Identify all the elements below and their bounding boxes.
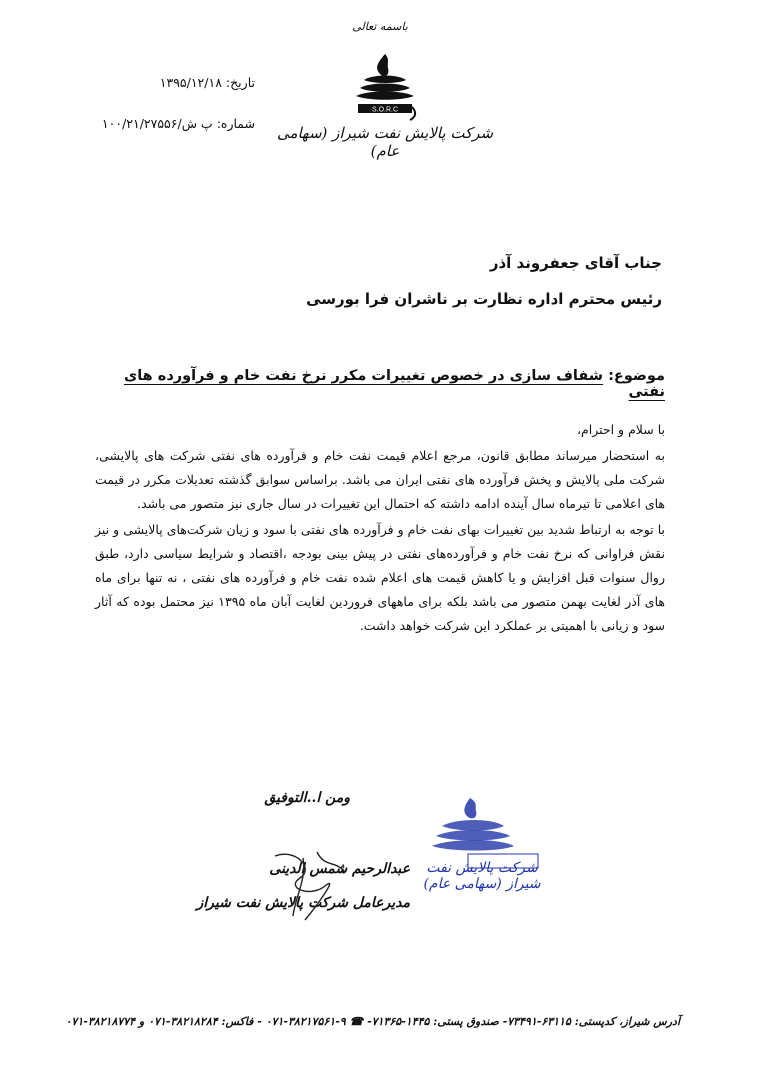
date-value: ۱۳۹۵/۱۲/۱۸ bbox=[159, 75, 222, 90]
letter-body bbox=[95, 418, 665, 640]
recipient-title: رئیس محترم اداره نظارت بر ناشران فرا بورسی bbox=[306, 290, 662, 308]
greeting: با سلام و احترام، bbox=[576, 422, 665, 437]
body-paragraph-2: با توجه به ارتباط شدید بین تغییرات بهای نفت خام و فرآورده های نفتی با سود و زیان شرکت‌های پالایشی و نیز نقش فراوانی که نرخ نفت خام و فرآورده‌های نفتی در پیش بینی بودجه ،اقتصاد و شرایط سیاسی دارد، طبق روال سنوات قبل افزایش و یا کاهش قیمت های اعلام شده نفت خام و فرآورده های نفتی ، نه تنها برای ماه های آذر لغایت بهمن متصور می باشد بلکه برای ماههای فروردین لغایت آبان ماه ۱۳۹۵ نیز محتمل بوده که آثار سود و زیانی با اهمیتی بر عملکرد این شرکت خواهد داشت. bbox=[95, 522, 665, 633]
bismillah-heading: باسمه تعالی bbox=[352, 20, 408, 33]
subject-text: شفاف سازی در خصوص تغییرات مکرر نرخ نفت خام و فرآورده های نفتی bbox=[123, 368, 665, 400]
footer-address: آدرس شیراز، کدپستی: ۶۳۱۱۵-۷۳۴۹۱- صندوق پستی: ۱۴۴۵-۷۱۳۶۵- ☎ ۹-۳۸۲۱۷۵۶۱-۰۷۱ - فاکس: ۳۸۲۱۸۲۸۴-۰۷۱ و ۳۸۲۱۸۷۷۴-۰۷۱ bbox=[65, 1015, 680, 1028]
signer-title: مدیرعامل شرکت پالایش نفت شیراز bbox=[196, 895, 410, 911]
letter-date bbox=[120, 75, 255, 90]
signature-scribble-icon bbox=[255, 838, 375, 928]
number-value: پ ش/۱۰۰/۲۱/۲۷۵۵۶ bbox=[101, 116, 213, 131]
subject-line bbox=[100, 368, 665, 400]
signer-name: عبدالرحیم شمس الدینی bbox=[269, 861, 410, 877]
recipient-name: جناب آقای جعفروند آذر bbox=[489, 254, 662, 272]
company-logo bbox=[350, 50, 420, 122]
subject-label: موضوع: bbox=[608, 368, 665, 384]
date-label: تاریخ: bbox=[225, 75, 255, 90]
body-paragraph-1: به استحضار میرساند مطابق قانون، مرجع اعلام قیمت نفت خام و فرآورده های نفتی شرکت های پالایشی، شرکت ملی پالایش و پخش فرآورده های نفتی ایران می باشد. براساس سوابق گذشته تعدیلات مکرر در قیمت های اعلامی تا تیرماه سال آینده ادامه داشته که احتمال این تغییرات در سال جاری نیز متصور می باشد. bbox=[95, 448, 665, 511]
handwritten-signature bbox=[255, 838, 375, 928]
closing-salutation: ومن ا..التوفیق bbox=[264, 790, 350, 806]
company-name: شرکت پالایش نفت شیراز (سهامی عام) bbox=[276, 124, 494, 160]
number-label: شماره: bbox=[216, 116, 255, 131]
stamp-text: شرکت پالایش نفت شیراز (سهامی عام) bbox=[423, 860, 541, 892]
letter-number bbox=[80, 116, 255, 131]
refinery-flame-logo-icon bbox=[350, 50, 420, 122]
logo-caption: S.O.R.C bbox=[371, 106, 399, 114]
